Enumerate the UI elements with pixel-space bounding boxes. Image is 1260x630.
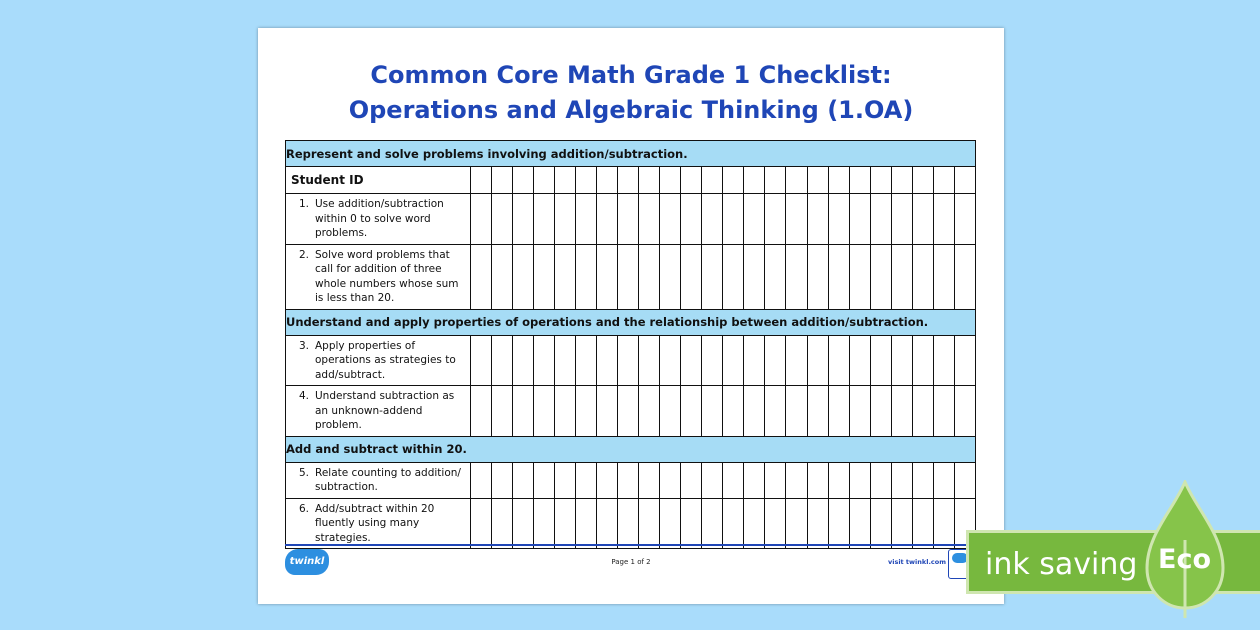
check-cell[interactable]: [912, 498, 933, 549]
check-cell[interactable]: [807, 244, 828, 309]
check-cell[interactable]: [828, 244, 849, 309]
check-cell[interactable]: [555, 462, 576, 498]
check-cell[interactable]: [744, 386, 765, 437]
check-cell[interactable]: [765, 335, 786, 386]
check-cell[interactable]: [786, 462, 807, 498]
check-cell[interactable]: [618, 335, 639, 386]
check-cell[interactable]: [912, 244, 933, 309]
page-number: Page 1 of 2: [611, 558, 651, 566]
check-cell[interactable]: [849, 335, 870, 386]
item-text: Apply properties of operations as strategies to add/subtract.: [315, 339, 456, 381]
section-heading-row: [286, 141, 976, 167]
check-cell[interactable]: [933, 244, 954, 309]
check-cell[interactable]: [555, 167, 576, 194]
check-cell[interactable]: [639, 244, 660, 309]
check-cell[interactable]: [681, 194, 702, 245]
check-cell[interactable]: [597, 167, 618, 194]
check-cell[interactable]: [723, 386, 744, 437]
check-cell[interactable]: [702, 194, 723, 245]
check-cell[interactable]: [492, 462, 513, 498]
check-cell[interactable]: [492, 167, 513, 194]
student-id-row: [286, 167, 976, 194]
check-cell[interactable]: [723, 244, 744, 309]
check-cell[interactable]: [870, 244, 891, 309]
check-cell[interactable]: [933, 335, 954, 386]
check-cell[interactable]: [639, 167, 660, 194]
twinkl-logo[interactable]: twinkl: [285, 549, 329, 575]
check-cell[interactable]: [555, 498, 576, 549]
check-cell[interactable]: [744, 498, 765, 549]
section-heading-row: [286, 436, 976, 462]
check-cell[interactable]: [492, 335, 513, 386]
check-cell[interactable]: [807, 167, 828, 194]
check-cell[interactable]: [534, 244, 555, 309]
check-cell[interactable]: [618, 462, 639, 498]
check-cell[interactable]: [870, 386, 891, 437]
check-cell[interactable]: [555, 194, 576, 245]
item-description: [286, 335, 471, 386]
check-cell[interactable]: [702, 386, 723, 437]
check-cell[interactable]: [534, 498, 555, 549]
check-cell[interactable]: [807, 194, 828, 245]
check-cell[interactable]: [513, 462, 534, 498]
check-cell[interactable]: [471, 498, 492, 549]
check-cell[interactable]: [618, 194, 639, 245]
check-cell[interactable]: [471, 167, 492, 194]
check-cell[interactable]: [534, 462, 555, 498]
check-cell[interactable]: [492, 244, 513, 309]
check-cell[interactable]: [639, 498, 660, 549]
check-cell[interactable]: [765, 167, 786, 194]
check-cell[interactable]: [870, 167, 891, 194]
check-cell[interactable]: [828, 167, 849, 194]
check-cell[interactable]: [912, 194, 933, 245]
check-cell[interactable]: [807, 498, 828, 549]
check-cell[interactable]: [513, 498, 534, 549]
item-text: Add/subtract within 20 fluently using many strategies.: [315, 502, 435, 544]
check-cell[interactable]: [912, 386, 933, 437]
check-cell[interactable]: [471, 335, 492, 386]
check-cell[interactable]: [534, 194, 555, 245]
check-cell[interactable]: [513, 386, 534, 437]
check-cell[interactable]: [576, 386, 597, 437]
check-cell[interactable]: [828, 386, 849, 437]
check-cell[interactable]: [786, 498, 807, 549]
check-cell[interactable]: [807, 386, 828, 437]
check-cell[interactable]: [639, 462, 660, 498]
section-heading: Understand and apply properties of operations and the relationship between addition/subtraction.: [286, 309, 976, 335]
check-cell[interactable]: [555, 335, 576, 386]
item-description: [286, 498, 471, 549]
check-cell[interactable]: [576, 167, 597, 194]
check-cell[interactable]: [597, 244, 618, 309]
check-cell[interactable]: [891, 386, 912, 437]
check-cell[interactable]: [954, 194, 975, 245]
item-number: 5.: [298, 466, 309, 479]
check-cell[interactable]: [660, 194, 681, 245]
check-cell[interactable]: [660, 386, 681, 437]
checklist-item-row: [286, 244, 976, 309]
check-cell[interactable]: [954, 386, 975, 437]
check-cell[interactable]: [933, 386, 954, 437]
check-cell[interactable]: [828, 194, 849, 245]
check-cell[interactable]: [576, 335, 597, 386]
check-cell[interactable]: [765, 244, 786, 309]
check-cell[interactable]: [954, 244, 975, 309]
item-number: 3.: [298, 339, 309, 352]
check-cell[interactable]: [744, 462, 765, 498]
check-cell[interactable]: [660, 167, 681, 194]
check-cell[interactable]: [870, 335, 891, 386]
check-cell[interactable]: [870, 462, 891, 498]
check-cell[interactable]: [702, 462, 723, 498]
visit-link[interactable]: visit twinkl.com: [888, 558, 947, 566]
check-cell[interactable]: [639, 194, 660, 245]
check-cell[interactable]: [597, 462, 618, 498]
check-cell[interactable]: [933, 167, 954, 194]
check-cell[interactable]: [786, 335, 807, 386]
item-description: [286, 386, 471, 437]
check-cell[interactable]: [702, 167, 723, 194]
check-cell[interactable]: [723, 498, 744, 549]
check-cell[interactable]: [786, 244, 807, 309]
check-cell[interactable]: [954, 462, 975, 498]
checklist-table: [285, 140, 976, 549]
check-cell[interactable]: [828, 498, 849, 549]
title-line-2: Operations and Algebraic Thinking (1.OA): [348, 96, 914, 124]
check-cell[interactable]: [597, 498, 618, 549]
check-cell[interactable]: [723, 462, 744, 498]
check-cell[interactable]: [618, 386, 639, 437]
check-cell[interactable]: [765, 498, 786, 549]
check-cell[interactable]: [471, 194, 492, 245]
check-cell[interactable]: [597, 335, 618, 386]
check-cell[interactable]: [660, 335, 681, 386]
check-cell[interactable]: [702, 244, 723, 309]
check-cell[interactable]: [786, 167, 807, 194]
check-cell[interactable]: [471, 386, 492, 437]
check-cell[interactable]: [765, 386, 786, 437]
footer-divider: [285, 544, 975, 546]
check-cell[interactable]: [933, 194, 954, 245]
item-text: Use addition/subtraction within 0 to solve word problems.: [315, 198, 444, 239]
check-cell[interactable]: [786, 194, 807, 245]
check-cell[interactable]: [933, 498, 954, 549]
section-heading: Add and subtract within 20.: [286, 436, 976, 462]
item-number: 1.: [298, 198, 309, 210]
check-cell[interactable]: [681, 167, 702, 194]
check-cell[interactable]: [702, 498, 723, 549]
check-cell[interactable]: [891, 498, 912, 549]
check-cell[interactable]: [849, 462, 870, 498]
check-cell[interactable]: [891, 244, 912, 309]
check-cell[interactable]: [513, 167, 534, 194]
check-cell[interactable]: [576, 462, 597, 498]
item-number: 6.: [298, 502, 309, 515]
item-description: [286, 194, 471, 245]
checklist-item-row: [286, 386, 976, 437]
check-cell[interactable]: [660, 498, 681, 549]
check-cell[interactable]: [891, 194, 912, 245]
check-cell[interactable]: [912, 167, 933, 194]
check-cell[interactable]: [555, 244, 576, 309]
check-cell[interactable]: [891, 462, 912, 498]
check-cell[interactable]: [891, 335, 912, 386]
item-description: [286, 462, 471, 498]
check-cell[interactable]: [660, 244, 681, 309]
check-cell[interactable]: [576, 194, 597, 245]
check-cell[interactable]: [723, 335, 744, 386]
check-cell[interactable]: [891, 167, 912, 194]
check-cell[interactable]: [765, 462, 786, 498]
check-cell[interactable]: [618, 167, 639, 194]
check-cell[interactable]: [639, 386, 660, 437]
check-cell[interactable]: [912, 335, 933, 386]
check-cell[interactable]: [954, 335, 975, 386]
check-cell[interactable]: [576, 498, 597, 549]
eco-label: Eco: [1158, 544, 1211, 575]
check-cell[interactable]: [744, 244, 765, 309]
check-cell[interactable]: [513, 194, 534, 245]
check-cell[interactable]: [639, 335, 660, 386]
check-cell[interactable]: [492, 386, 513, 437]
checklist-item-row: [286, 194, 976, 245]
checklist-item-row: [286, 335, 976, 386]
check-cell[interactable]: [534, 335, 555, 386]
check-cell[interactable]: [492, 194, 513, 245]
check-cell[interactable]: [933, 462, 954, 498]
check-cell[interactable]: [618, 244, 639, 309]
check-cell[interactable]: [513, 335, 534, 386]
check-cell[interactable]: [576, 244, 597, 309]
section-heading-row: [286, 309, 976, 335]
student-id-label: Student ID: [286, 167, 471, 194]
check-cell[interactable]: [807, 462, 828, 498]
item-text: Understand subtraction as an unknown-addend problem.: [315, 390, 455, 431]
item-text: Relate counting to addition/ subtraction.: [315, 466, 461, 493]
item-text: Solve word problems that call for addition of three whole numbers whose sum is less than 20.: [315, 248, 459, 304]
check-cell[interactable]: [681, 335, 702, 386]
worksheet-page: [258, 28, 1004, 604]
check-cell[interactable]: [723, 167, 744, 194]
check-cell[interactable]: [702, 335, 723, 386]
check-cell[interactable]: [681, 462, 702, 498]
check-cell[interactable]: [471, 244, 492, 309]
check-cell[interactable]: [723, 194, 744, 245]
check-cell[interactable]: [597, 386, 618, 437]
check-cell[interactable]: [765, 194, 786, 245]
check-cell[interactable]: [681, 244, 702, 309]
check-cell[interactable]: [555, 386, 576, 437]
check-cell[interactable]: [618, 498, 639, 549]
checklist-item-row: [286, 462, 976, 498]
check-cell[interactable]: [849, 386, 870, 437]
item-number: 4.: [298, 390, 309, 402]
check-cell[interactable]: [513, 244, 534, 309]
ink-saving-text: ink saving: [985, 547, 1138, 582]
check-cell[interactable]: [534, 386, 555, 437]
check-cell[interactable]: [870, 498, 891, 549]
item-number: 2.: [298, 248, 309, 261]
check-cell[interactable]: [744, 335, 765, 386]
section-heading: Represent and solve problems involving addition/subtraction.: [286, 141, 976, 167]
check-cell[interactable]: [807, 335, 828, 386]
check-cell[interactable]: [849, 244, 870, 309]
check-cell[interactable]: [660, 462, 681, 498]
check-cell[interactable]: [870, 194, 891, 245]
checklist-item-row: [286, 498, 976, 549]
check-cell[interactable]: [786, 386, 807, 437]
check-cell[interactable]: [597, 194, 618, 245]
check-cell[interactable]: [912, 462, 933, 498]
check-cell[interactable]: [954, 167, 975, 194]
title-line-1: Common Core Math Grade 1 Checklist:: [370, 61, 892, 89]
check-cell[interactable]: [744, 167, 765, 194]
check-cell[interactable]: [471, 462, 492, 498]
check-cell[interactable]: [828, 462, 849, 498]
check-cell[interactable]: [492, 498, 513, 549]
check-cell[interactable]: [534, 167, 555, 194]
check-cell[interactable]: [849, 194, 870, 245]
item-description: [286, 244, 471, 309]
check-cell[interactable]: [681, 386, 702, 437]
check-cell[interactable]: [744, 194, 765, 245]
check-cell[interactable]: [828, 335, 849, 386]
check-cell[interactable]: [849, 167, 870, 194]
check-cell[interactable]: [849, 498, 870, 549]
check-cell[interactable]: [681, 498, 702, 549]
